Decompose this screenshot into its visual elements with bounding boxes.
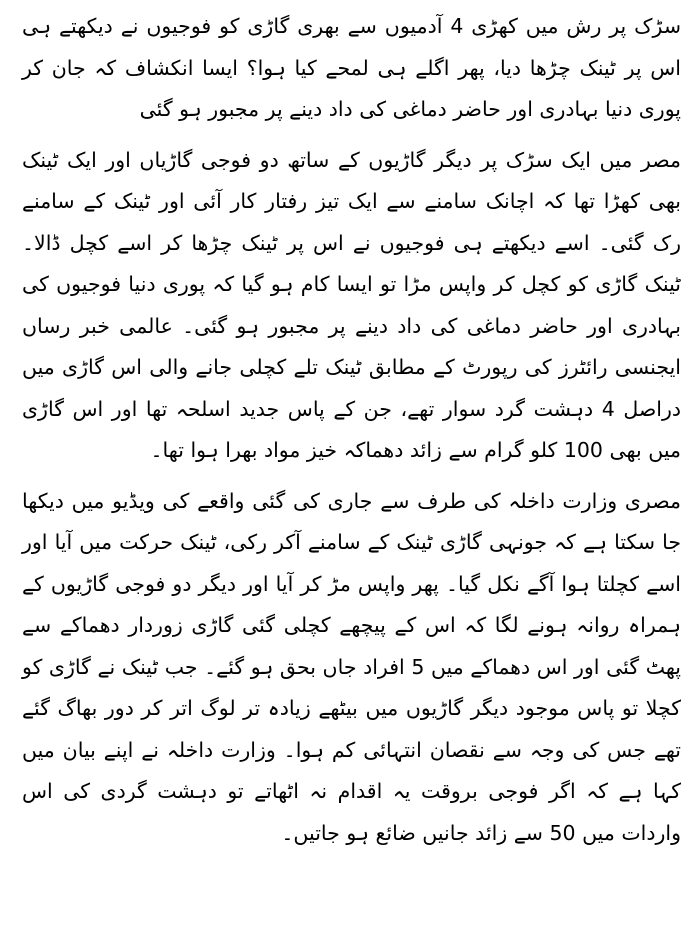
article-body-paragraph-1: مصر میں ایک سڑک پر دیگر گاڑیوں کے ساتھ دو فوجی گاڑیاں اور ایک ٹینک بھی کھڑا تھا کہ اچانک سامنے سے ایک تیز رفتار کار آئی اور ٹینک کے سامنے رک گئی۔ اسے دیکھتے ہی فوجیوں نے اس پر ٹینک چڑھا کر اسے کچل ڈالا۔ ٹینک گاڑی کو کچل کر واپس مڑا تو ایسا کام ہو گیا کہ پوری دنیا فوجیوں کی بہادری اور حاضر دماغی کی داد دینے پر مجبور ہو گئی۔ عالمی خبر رساں ایجنسی رائٹرز کی رپورٹ کے مطابق ٹینک تلے کچلی جانے والی اس گاڑی میں دراصل 4 دہشت گرد سوار تھے، جن کے پاس جدید اسلحہ تھا اور اس گاڑی میں بھی 100 کلو گرام سے زائد دھماکہ خیز مواد بھرا ہوا تھا۔: [22, 147, 681, 462]
article-body-paragraph-2: مصری وزارت داخلہ کی طرف سے جاری کی گئی واقعے کی ویڈیو میں دیکھا جا سکتا ہے کہ جونہی گاڑی ٹینک کے سامنے آکر رکی، ٹینک حرکت میں آیا اور اسے کچلتا ہوا آگے نکل گیا۔ پھر واپس مڑ کر آیا اور دیگر دو فوجی گاڑیوں کے ہمراہ روانہ ہونے لگا کہ اس کے پیچھے کچلی گئی گاڑی زوردار دھماکے سے پھٹ گئی اور اس دھماکے میں 5 افراد جاں بحق ہو گئے۔ جب ٹینک نے گاڑی کو کچلا تو پاس موجود دیگر گاڑیوں میں بیٹھے زیادہ تر لوگ اتر کر دور بھاگ گئے تھے جس کی وجہ سے نقصان انتہائی کم ہوا۔ وزارت داخلہ نے اپنے بیان میں کہا ہے کہ اگر فوجی بروقت یہ اقدام نہ اٹھاتے تو دہشت گردی کی اس واردات میں 50 سے زائد جانیں ضائع ہو جاتیں۔: [22, 488, 681, 845]
article-headline-paragraph: سڑک پر رش میں کھڑی 4 آدمیوں سے بھری گاڑی کو فوجیوں نے دیکھتے ہی اس پر ٹینک چڑھا دیا، پھر اگلے ہی لمحے کیا ہوا؟ ایسا انکشاف کہ جان کر پوری دنیا بہادری اور حاضر دماغی کی داد دینے پر مجبور ہو گئی: [22, 14, 682, 121]
